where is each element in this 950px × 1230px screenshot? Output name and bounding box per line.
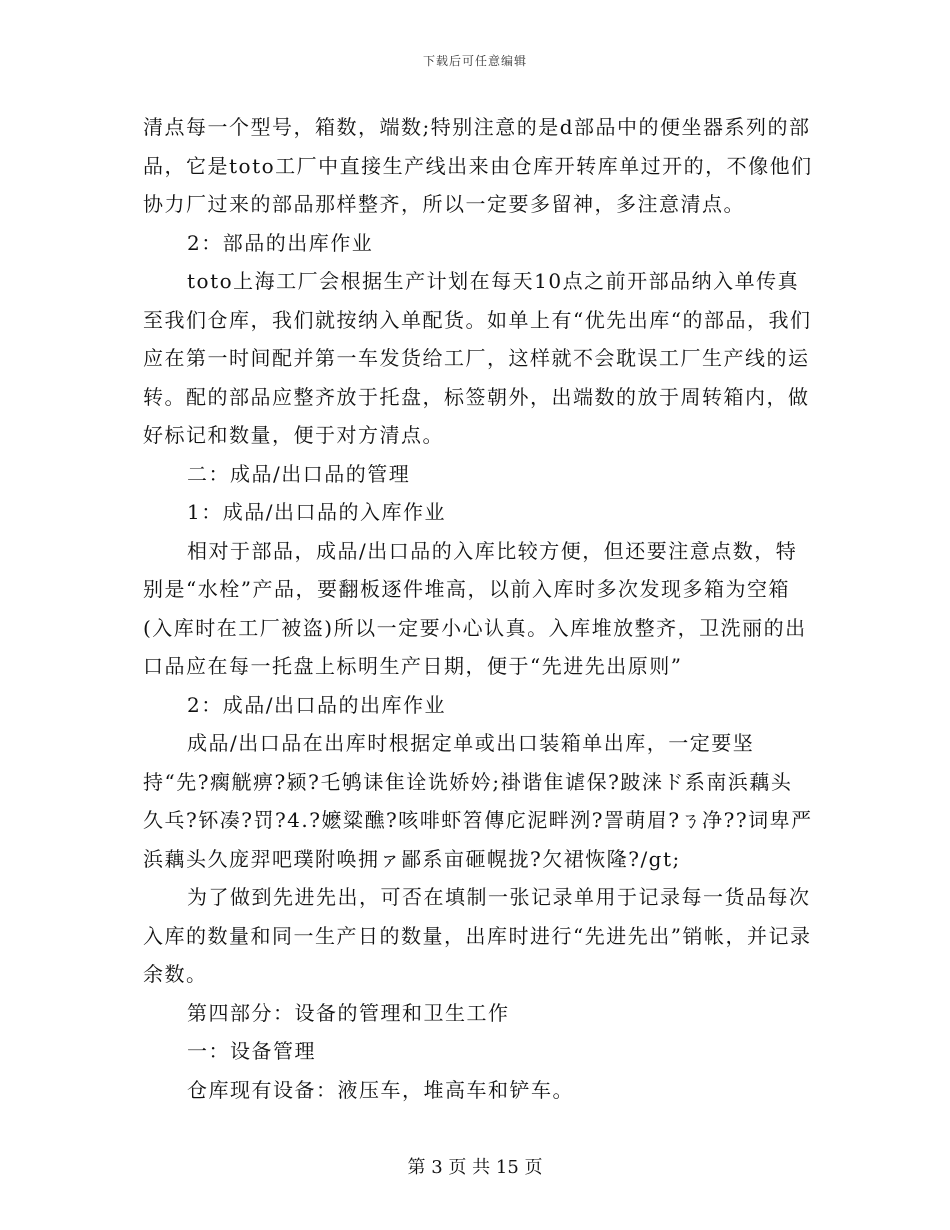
paragraph-equipment: 仓库现有设备：液压车，堆高车和铲车。 [187,1077,574,1102]
section-heading-parts-outbound: 2：部品的出库作业 [187,230,374,255]
section-heading-equipment: 一：设备管理 [187,1039,316,1063]
section-heading-finished-goods: 二：成品/出口品的管理 [187,461,411,486]
paragraph-fifo: 为了做到先进先出，可否在填制一张记录单用于记录每一货品每次入库的数量和同一生产日的数量，出库时进行“先进先出”销帐，并记录余数。 [143,885,812,986]
paragraph-parts-outbound: toto上海工厂会根据生产计划在每天10点之前开部品纳入单传真至我们仓库，我们就按纳入单配货。如单上有“优先出库“的部品，我们应在第一时间配并第一车发货给工厂，这样就不会耽误工厂生产线的运转。配的部品应整齐放于托盘，标签朝外，出端数的放于周转箱内，做好标记和数量，便于对方清点。 [143,269,812,447]
section-heading-part-four: 第四部分：设备的管理和卫生工作 [187,1000,510,1025]
section-heading-finished-inbound: 1：成品/出口品的入库作业 [187,500,446,524]
section-heading-finished-outbound: 2：成品/出口品的出库作业 [187,692,446,717]
footer-prefix: 第 [407,1157,426,1178]
footer-suffix: 页 [524,1157,543,1178]
paragraph-1: 清点每一个型号，箱数，端数;特别注意的是d部品中的便坐器系列的部品，它是toto工厂中直接生产线出来由仓库开转库单过开的，不像他们协力厂过来的部品那样整齐，所以一定要多留神，多注意清点。 [143,115,813,216]
paragraph-finished-outbound: 成品/出口品在出库时根据定单或出口装箱单出库，一定要坚持“先?瘸觥痹?颍?乇鸲诔隹诠诜娇妗;褂谐隹谑保?跛涞ド系南浜藕头久乓?钚凑?罚?4.?嬷粱醮?咳啡虾笤傳庀泥畔洌?詈萌眉?ㄋ净??词卑严浜藕头久庞羿吧璞附唤拥ァ鄙系亩砸幌拢?欠裙恢隆?/gt; [143,731,813,871]
footer-middle: 页 共 [448,1157,491,1178]
page-header: 下载后可任意编辑 [422,54,527,68]
document-body [143,108,813,1109]
page-footer [0,1153,950,1179]
footer-current-page: 3 [431,1157,443,1178]
paragraph-finished-inbound: 相对于部品，成品/出口品的入库比较方便，但还要注意点数，特别是“水栓”产品，要翻板逐件堆高，以前入库时多次发现多箱为空箱(入库时在工厂被盗)所以一定要小心认真。入库堆放整齐，卫洗丽的出口品应在每一托盘上标明生产日期，便于“先进先出原则” [143,538,807,678]
footer-total-pages: 15 [495,1157,519,1178]
